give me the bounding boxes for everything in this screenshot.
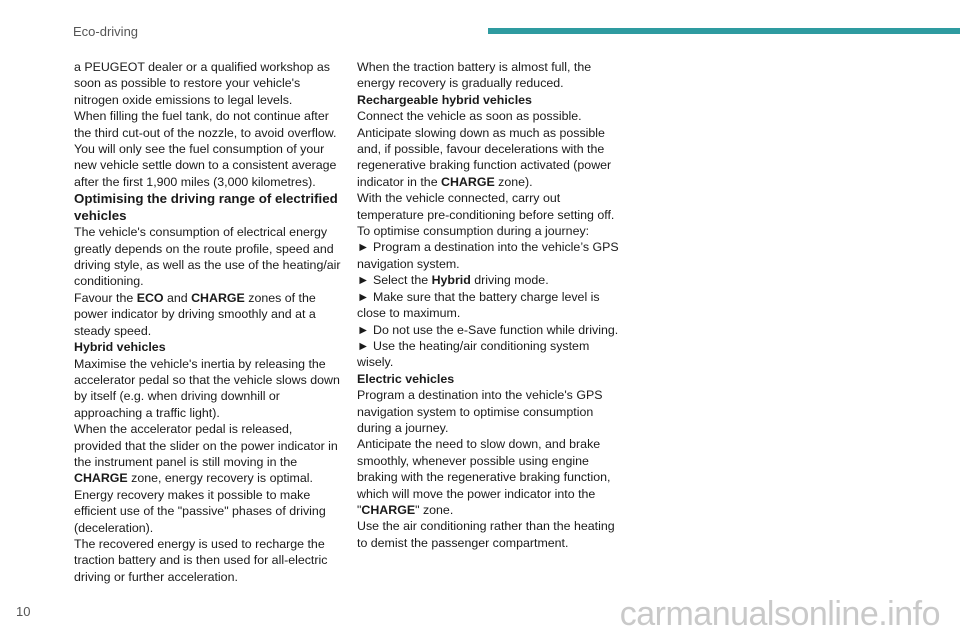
page-number: 10 (16, 604, 31, 619)
paragraph: When filling the fuel tank, do not continue after the third cut-out of the nozzle, to avoid overflow. (74, 109, 337, 140)
paragraph: The recovered energy is used to recharge the traction battery and is then used for all-electric driving or further acceleration. (74, 536, 328, 584)
paragraph: Favour the ECO and CHARGE zones of the power indicator by driving smoothly and at a steady speed. (74, 290, 316, 338)
bullet-item: ► Use the heating/air conditioning system wisely. (357, 338, 590, 370)
paragraph: Anticipate slowing down as much as possible and, if possible, favour decelerations with the regenerative braking function activated (power indicator in the CHARGE zone). (357, 125, 612, 189)
bullet-arrow-icon: ► (357, 338, 370, 353)
bullet-arrow-icon: ► (357, 322, 370, 337)
subheading: Electric vehicles (357, 371, 455, 386)
section-heading: Optimising the driving range of electrified vehicles (74, 191, 338, 224)
paragraph: When the traction battery is almost full, the energy recovery is gradually reduced. (357, 60, 592, 91)
bullet-item: ► Select the Hybrid driving mode. (357, 273, 549, 288)
paragraph: To optimise consumption during a journey: (357, 224, 590, 239)
section-title: Eco-driving (73, 24, 139, 39)
paragraph: Use the air conditioning rather than the heating to demist the passenger compartment. (357, 519, 615, 550)
bullet-arrow-icon: ► (357, 273, 370, 288)
right-column (357, 59, 625, 551)
paragraph: With the vehicle connected, carry out temperature pre-conditioning before setting off. (357, 191, 615, 222)
bullet-arrow-icon: ► (357, 289, 370, 304)
subheading: Hybrid vehicles (74, 340, 166, 355)
paragraph: Anticipate the need to slow down, and brake smoothly, whenever possible using engine braking with the regenerative braking function, which will move the power indicator into the "CHARGE" zone. (357, 437, 611, 517)
bullet-item: ► Program a destination into the vehicle’s GPS navigation system. (357, 240, 619, 271)
subheading: Rechargeable hybrid vehicles (357, 92, 532, 107)
paragraph: Program a destination into the vehicle's GPS navigation system to optimise consumption during a journey. (357, 388, 603, 435)
paragraph: The vehicle's consumption of electrical energy greatly depends on the route profile, speed and driving style, as well as the use of the heating/air conditioning. (74, 225, 341, 289)
bullet-arrow-icon: ► (357, 240, 370, 255)
paragraph: Maximise the vehicle's inertia by releasing the accelerator pedal so that the vehicle slows down by itself (e.g. when driving downhill or approaching a traffic light). (74, 356, 340, 420)
paragraph: You will only see the fuel consumption of your new vehicle settle down to a consistent average after the first 1,900 miles (3,000 kilometres). (74, 142, 337, 189)
left-column (74, 59, 342, 585)
paragraph: a PEUGEOT dealer or a qualified workshop as soon as possible to restore your vehicle's nitrogen oxide emissions to legal levels. (74, 60, 330, 107)
paragraph: When the accelerator pedal is released, provided that the slider on the power indicator in the instrument panel is still moving in the CHARGE zone, energy recovery is optimal. (74, 422, 338, 486)
header-accent-bar (488, 28, 960, 34)
bullet-item: ► Make sure that the battery charge level is close to maximum. (357, 289, 600, 321)
bullet-item: ► Do not use the e-Save function while driving. (357, 322, 619, 337)
paragraph: Energy recovery makes it possible to make efficient use of the "passive" phases of driving (deceleration). (74, 487, 326, 535)
watermark: carmanualsonline.info (619, 595, 940, 633)
paragraph: Connect the vehicle as soon as possible. (357, 109, 582, 124)
